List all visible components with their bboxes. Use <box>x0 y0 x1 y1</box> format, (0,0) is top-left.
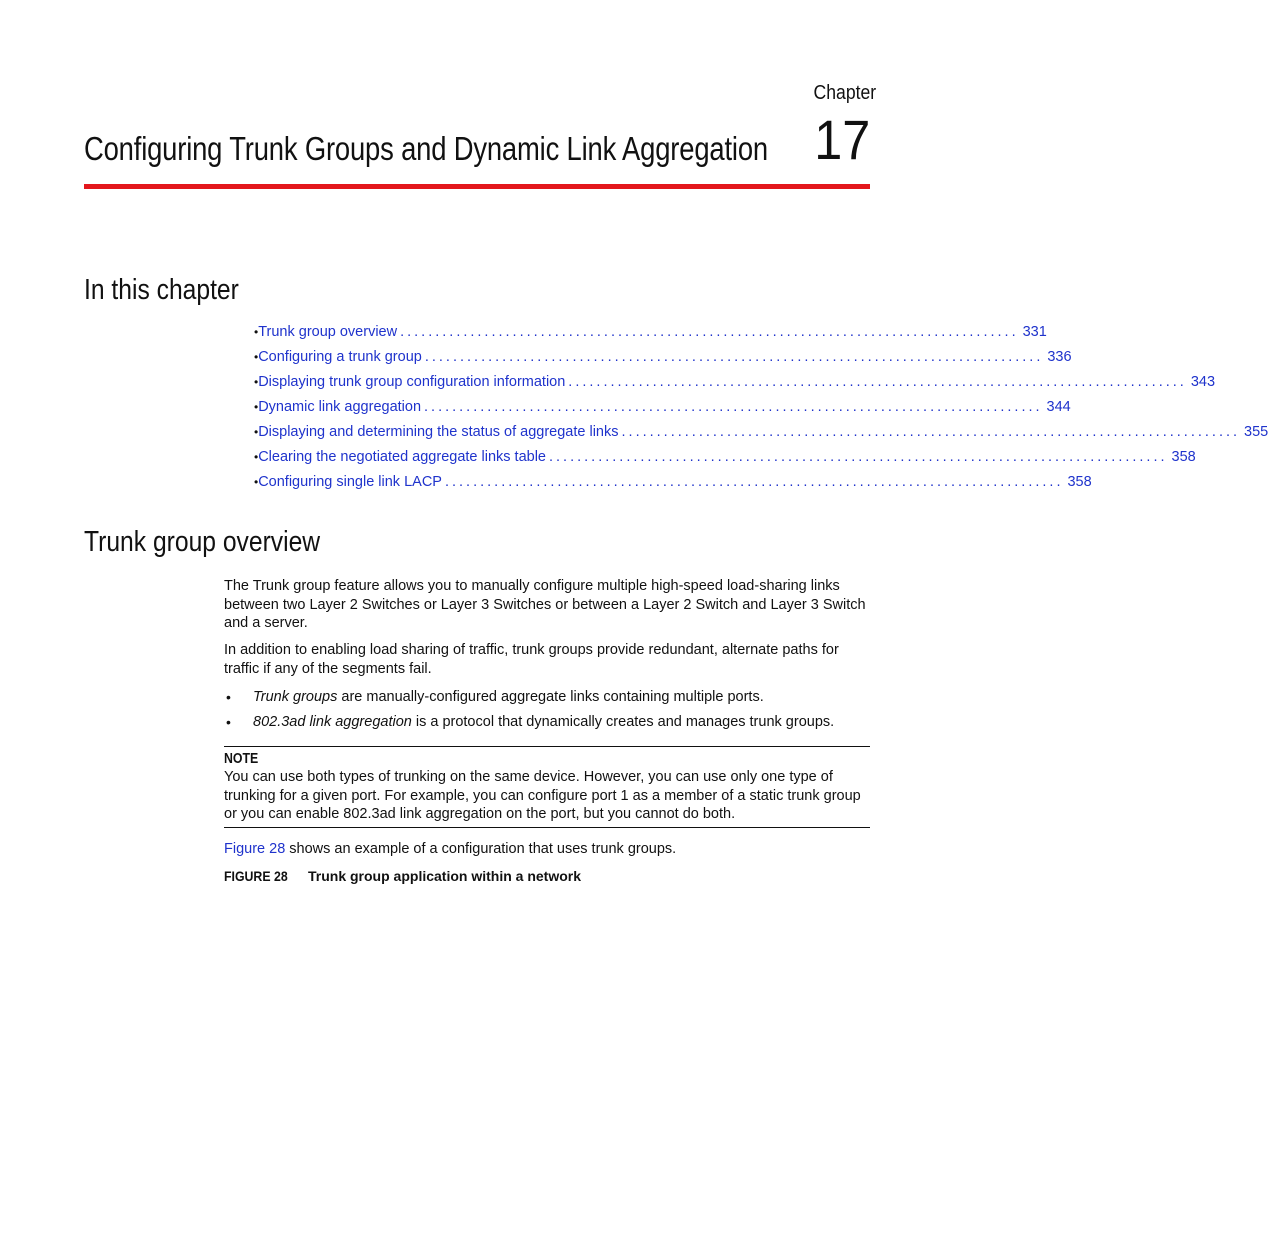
chapter-toc <box>254 323 1268 498</box>
list-item <box>224 688 874 713</box>
toc-item <box>254 398 1071 423</box>
toc-page-number[interactable]: 336 <box>1047 349 1072 365</box>
toc-bullet: • <box>254 375 259 389</box>
toc-leader: ........................................................................................ <box>568 374 1187 390</box>
term-description: are manually-configured aggregate links containing multiple ports. <box>337 689 764 705</box>
in-this-chapter-heading: In this chapter <box>84 274 239 306</box>
term-802-3ad: 802.3ad link aggregation <box>253 714 412 730</box>
toc-link-single-link-lacp[interactable]: Configuring single link LACP <box>258 474 442 490</box>
toc-item <box>254 348 1072 373</box>
toc-leader: ........................................................................................ <box>444 474 1064 490</box>
figure-caption-number: FIGURE 28 <box>224 868 288 884</box>
toc-bullet: • <box>254 425 259 439</box>
overview-paragraph-1: The Trunk group feature allows you to manually configure multiple high-speed load-sharing links between two Layer 2 Switches or Layer 3 Switches or between a Layer 2 Switch and Layer 3 Switch and a server. <box>224 578 866 631</box>
chapter-title: Configuring Trunk Groups and Dynamic Link Aggregation <box>84 130 768 167</box>
figure-caption <box>224 868 581 884</box>
chapter-title-rule <box>84 184 870 189</box>
toc-link-clearing-aggregate-table[interactable]: Clearing the negotiated aggregate links table <box>258 449 546 465</box>
toc-bullet: • <box>254 325 259 339</box>
toc-leader: ........................................................................................ <box>424 349 1044 365</box>
figure-reference <box>224 840 676 858</box>
toc-link-configuring-trunk-group[interactable]: Configuring a trunk group <box>258 349 422 365</box>
toc-page-number[interactable]: 358 <box>1171 449 1196 465</box>
bullet-dot: • <box>226 689 231 705</box>
toc-link-dynamic-link-aggregation[interactable]: Dynamic link aggregation <box>258 399 422 415</box>
trunk-group-overview-heading: Trunk group overview <box>84 526 321 558</box>
note-label: NOTE <box>224 751 259 767</box>
chapter-label: Chapter <box>813 82 876 104</box>
toc-leader: ........................................................................................ <box>549 449 1168 465</box>
toc-bullet: • <box>254 475 259 489</box>
toc-bullet: • <box>254 400 259 414</box>
trunking-types-list <box>224 688 874 738</box>
toc-bullet: • <box>254 350 259 364</box>
toc-link-aggregate-links-status[interactable]: Displaying and determining the status of aggregate links <box>258 424 619 440</box>
toc-item <box>254 423 1268 448</box>
toc-leader: ........................................................................................ <box>400 324 1019 340</box>
toc-page-number[interactable]: 331 <box>1022 324 1047 340</box>
note-top-rule <box>224 746 870 747</box>
toc-item <box>254 323 1047 348</box>
term-description: is a protocol that dynamically creates and manages trunk groups. <box>411 714 835 730</box>
toc-link-trunk-group-overview[interactable]: Trunk group overview <box>258 324 398 340</box>
figure-caption-title: Trunk group application within a network <box>308 868 582 884</box>
figure-28-link[interactable]: Figure 28 <box>224 841 286 857</box>
toc-item <box>254 473 1092 498</box>
bullet-dot: • <box>226 714 231 730</box>
toc-page-number[interactable]: 344 <box>1046 399 1071 415</box>
toc-page-number[interactable]: 358 <box>1067 474 1092 490</box>
toc-item <box>254 448 1196 473</box>
overview-paragraph-2: In addition to enabling load sharing of traffic, trunk groups provide redundant, alternate paths for traffic if any of the segments fail. <box>224 642 839 677</box>
toc-link-displaying-trunk-config[interactable]: Displaying trunk group configuration information <box>258 374 566 390</box>
figure-reference-text: shows an example of a configuration that uses trunk groups. <box>285 841 677 857</box>
toc-item <box>254 373 1216 398</box>
toc-page-number[interactable]: 355 <box>1244 424 1268 440</box>
toc-leader: ........................................................................................ <box>424 399 1043 415</box>
chapter-number: 17 <box>813 108 870 171</box>
note-bottom-rule <box>224 827 870 828</box>
note-text: You can use both types of trunking on the same device. However, you can use only one type of trunking for a given port. For example, you can configure port 1 as a member of a static trunk group or you can enable 802.3ad link aggregation on the port, but you cannot do both. <box>224 769 861 822</box>
toc-bullet: • <box>254 450 259 464</box>
term-trunk-groups: Trunk groups <box>253 689 338 705</box>
toc-page-number[interactable]: 343 <box>1190 374 1216 390</box>
toc-leader: ........................................................................................ <box>621 424 1241 440</box>
list-item <box>224 713 874 738</box>
